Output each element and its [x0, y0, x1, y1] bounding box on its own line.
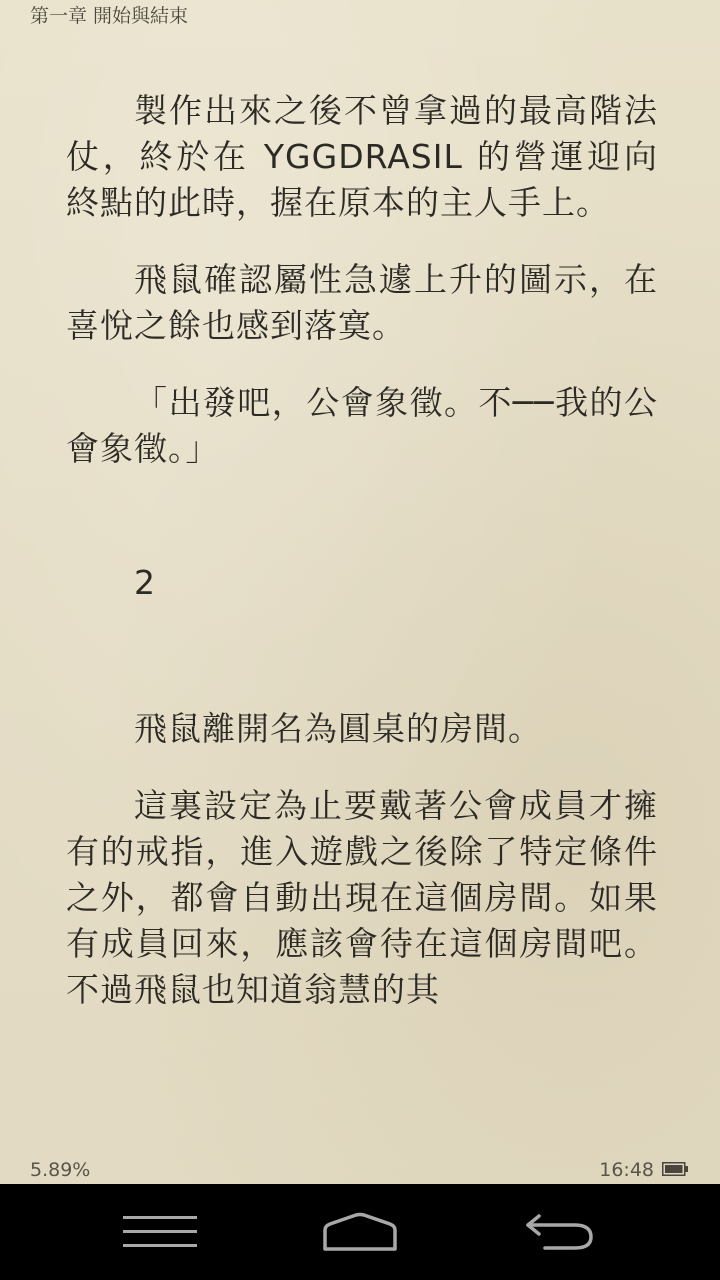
paragraph: 製作出來之後不曾拿過的最高階法仗，終於在 YGGDRASIL 的營運迎向終點的此時，握在原本的主人手上。	[66, 91, 658, 222]
back-icon	[525, 1212, 595, 1252]
navigation-bar	[0, 1184, 720, 1280]
back-button[interactable]	[500, 1202, 620, 1262]
paragraph: 飛鼠離開名為圓桌的房間。	[134, 709, 542, 748]
paragraph: 這裏設定為止要戴著公會成員才擁有的戒指，進入遊戲之後除了特定條件之外，都會自動出現在這個房間。如果有成員回來，應該會待在這個房間吧。不過飛鼠也知道翁慧的其	[66, 786, 658, 1009]
recent-apps-button[interactable]	[100, 1202, 220, 1262]
home-button[interactable]	[300, 1202, 420, 1262]
paragraph: 「出發吧，公會象徵。不──我的公會象徵。」	[66, 383, 658, 468]
chapter-title: 第一章 開始與結束	[30, 5, 189, 27]
section-number: 2	[134, 563, 155, 602]
recent-apps-icon	[123, 1214, 197, 1250]
paragraph: 飛鼠確認屬性急遽上升的圖示，在喜悅之餘也感到落寞。	[66, 260, 658, 345]
battery-icon	[662, 1162, 688, 1176]
clock: 16:48	[599, 1159, 654, 1181]
reading-progress: 5.89%	[30, 1159, 91, 1181]
reader-content	[66, 88, 658, 1044]
home-icon	[322, 1212, 398, 1252]
